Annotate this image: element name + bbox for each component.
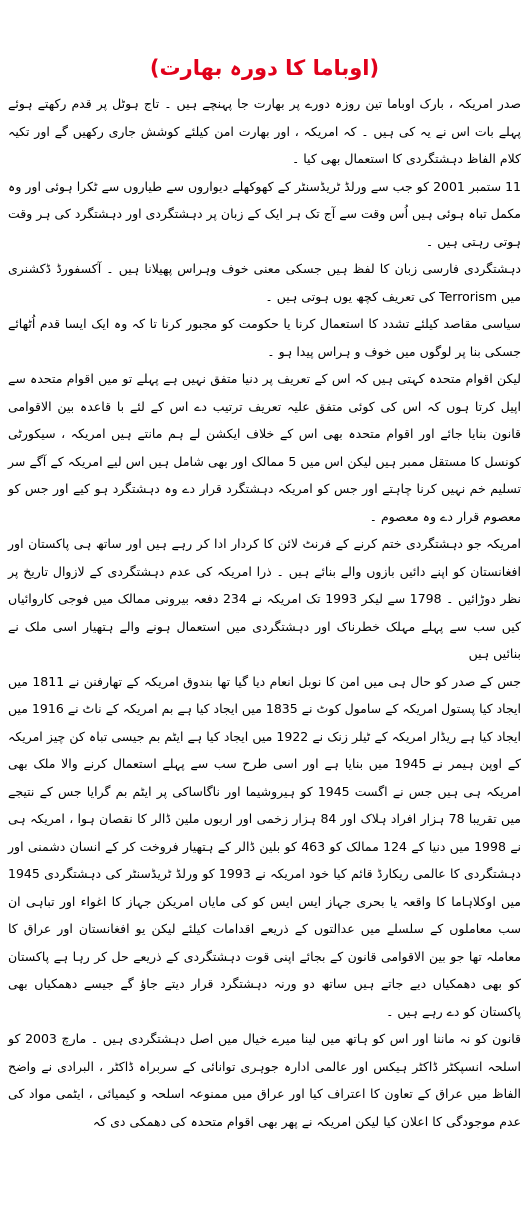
document-title: (اوباما کا دورہ بھارت) (149, 56, 380, 80)
paragraph: لیکن اقوام متحدہ کہتی ہیں کہ اس کے تعریف پر دنیا متفق نہیں ہے پہلے تو میں اقوام متحدہ سے اپیل کرتا ہوں کہ اس کی کوئی متفق علیہ تعریف ترتیب دے اس کے لئے با قاعدہ بین الاقوامی قانون بنایا جائے اور اقوام متحدہ بھی اس کے خلاف ایکشن لے ہم مانتے ہیں امریکہ ، سیکورٹی کونسل کا مستقل ممبر ہیں لیکن اس میں 5 ممالک اور بھی شامل ہیں اس لیے امریکہ کے آگے سر تسلیم خم نہیں کرنا چاہتے اور جس کو امریکہ دہشتگرد قرار دے وہ دہشتگرد ہو کیے اور جس کو معصوم قرار دے وہ معصوم ۔ (8, 371, 521, 524)
paragraph: سیاسی مقاصد کیلئے تشدد کا استعمال کرنا یا حکومت کو مجبور کرنا تا کہ وہ ایک ایسا قدم اُٹھائے جسکی بنا پر لوگوں میں خوف و ہراس پیدا ہو ۔ (8, 316, 521, 359)
paragraph: جس کے صدر کو حال ہی میں امن کا نوبل انعام دیا گیا تھا بندوق امریکہ کے تھارفنن نے 1811 میں ایجاد کیا پستول امریکہ کے سامول کوٹ نے 1835 میں ایجاد کیا ہے بم امریکہ کے ناٹ نے 1916 میں ایجاد کیا ہے ریڈار امریکہ کے ٹیلر زنک نے 1922 میں ایجاد کیا ہے ایٹم بم جیسی تباہ کن چیز امریکہ کے اوپن ہیمر نے 1945 میں بنایا ہے اور اسی طرح سب سے پہلے استعمال کرنے والا ملک بھی امریکہ ہی ہیں جس نے اگست 1945 کو ہیروشیما اور ناگاساکی پر ایٹم بم گرایا جس کے نتیجے میں تقریبا 78 ہزار افراد ہلاک اور 84 ہزار زخمی اور اربوں ملین ڈالر کا نقصان ہوا ، امریکہ ہی نے 1998 میں دنیا کے 124 ممالک کو 463 کو بلین ڈالر کے ہتھیار فروخت کر کے انسان دشمنی اور دہشتگردی کا عالمی ریکارڈ قائم کیا خود امریکہ نے 1993 کو ورلڈ ٹریڈسنٹر کی دہشتگردی 1945 میں اوکلاہاما کا واقعہ یا بحری جہاز ایس ایس کو کی مایاں امریکن جہاز کا اغواء اور تباہی ان سب معاملوں کے سلسلے میں عدالتوں کے ذریعے اقدامات کیلئے لیکن یو افغانستان اور عراق کا معاملہ تھا جو بین الاقوامی قانون کے بجائے اپنی قوت دہشتگردی کے ذریعے حل کر رہا ہے پاکستان کو بھی دھمکیاں دیے جاتے ہیں ساتھ دو ورنہ دہشتگرد قرار دیتے جاؤ گے جیسے دھمکیاں بھی پاکستان کو دے رہے ہیں ۔ (8, 673, 522, 1019)
document-body (0, 90, 529, 1135)
paragraph: 11 ستمبر 2001 کو جب سے ورلڈ ٹریڈسنٹر کے کھوکھلے دیواروں سے طیاروں سے ٹکرا ہوئی اور وہ مکمل تباہ ہوئی ہیں اُس وقت سے آج تک ہر ایک کے زبان پر دہشتگردی اور دہشتگرد کی ہر وقت ہوتی رہتی ہیں ۔ (8, 178, 521, 249)
paragraph: دہشتگردی فارسی زبان کا لفظ ہیں جسکی معنی خوف وہراس پھیلانا ہیں ۔ آکسفورڈ ڈکشنری میں Terrorism کی تعریف کچھ یوں ہوتی ہیں ۔ (8, 261, 521, 304)
document-page (0, 50, 529, 1232)
paragraph: صدر امریکہ ، بارک اوباما تین روزہ دورے پر بھارت جا پہنچے ہیں ۔ تاج ہوٹل پر قدم رکھتے ہوئے پہلے بات اس نے یہ کی ہیں ۔ کہ امریکہ ، اور بھارت امن کیلئے کوشش جاری رکھیں گے اور تکیہ کلام الفاظ دہشتگردی کا استعمال بھی کیا ۔ (8, 96, 521, 166)
paragraph: قانون کو نہ ماننا اور اس کو ہاتھ میں لینا میرے خیال میں اصل دہشتگردی ہیں ۔ مارچ 2003 کو اسلحہ انسپکٹر ڈاکٹر ہیکس اور عالمی ادارہ جوہری توانائی کے سربراہ ڈاکٹر ، البرادی نے واضح الفاظ میں عراق کے تعاون کا اعتراف کیا اور عراق میں ممنوعہ اسلحہ و کیمیائی ، ایٹمی مواد کی عدم موجودگی کا اعلان کیا لیکن امریکہ نے پھر بھی اقوام متحدہ کی دھمکی دی کہ (8, 1031, 521, 1129)
paragraph: امریکہ جو دہشتگردی ختم کرنے کے فرنٹ لائن کا کردار ادا کر رہے ہیں اور ساتھ ہی پاکستان اور افغانستان کو اپنے دائیں بازوں والے بنائے ہیں ۔ ذرا امریکہ کی عدم دہشتگردی کے لازوال تاریخ پر نظر دوڑائیں ۔ 1798 سے لیکر 1993 تک امریکہ نے 234 دفعہ بیرونی ممالک میں فوجی کاروائیاں کیں سب سے پہلے مہلک خطرناک اور دہشتگردی میں استعمال ہونے والے ہتھیار اسی ملک نے بنائیں ہیں (8, 536, 521, 661)
